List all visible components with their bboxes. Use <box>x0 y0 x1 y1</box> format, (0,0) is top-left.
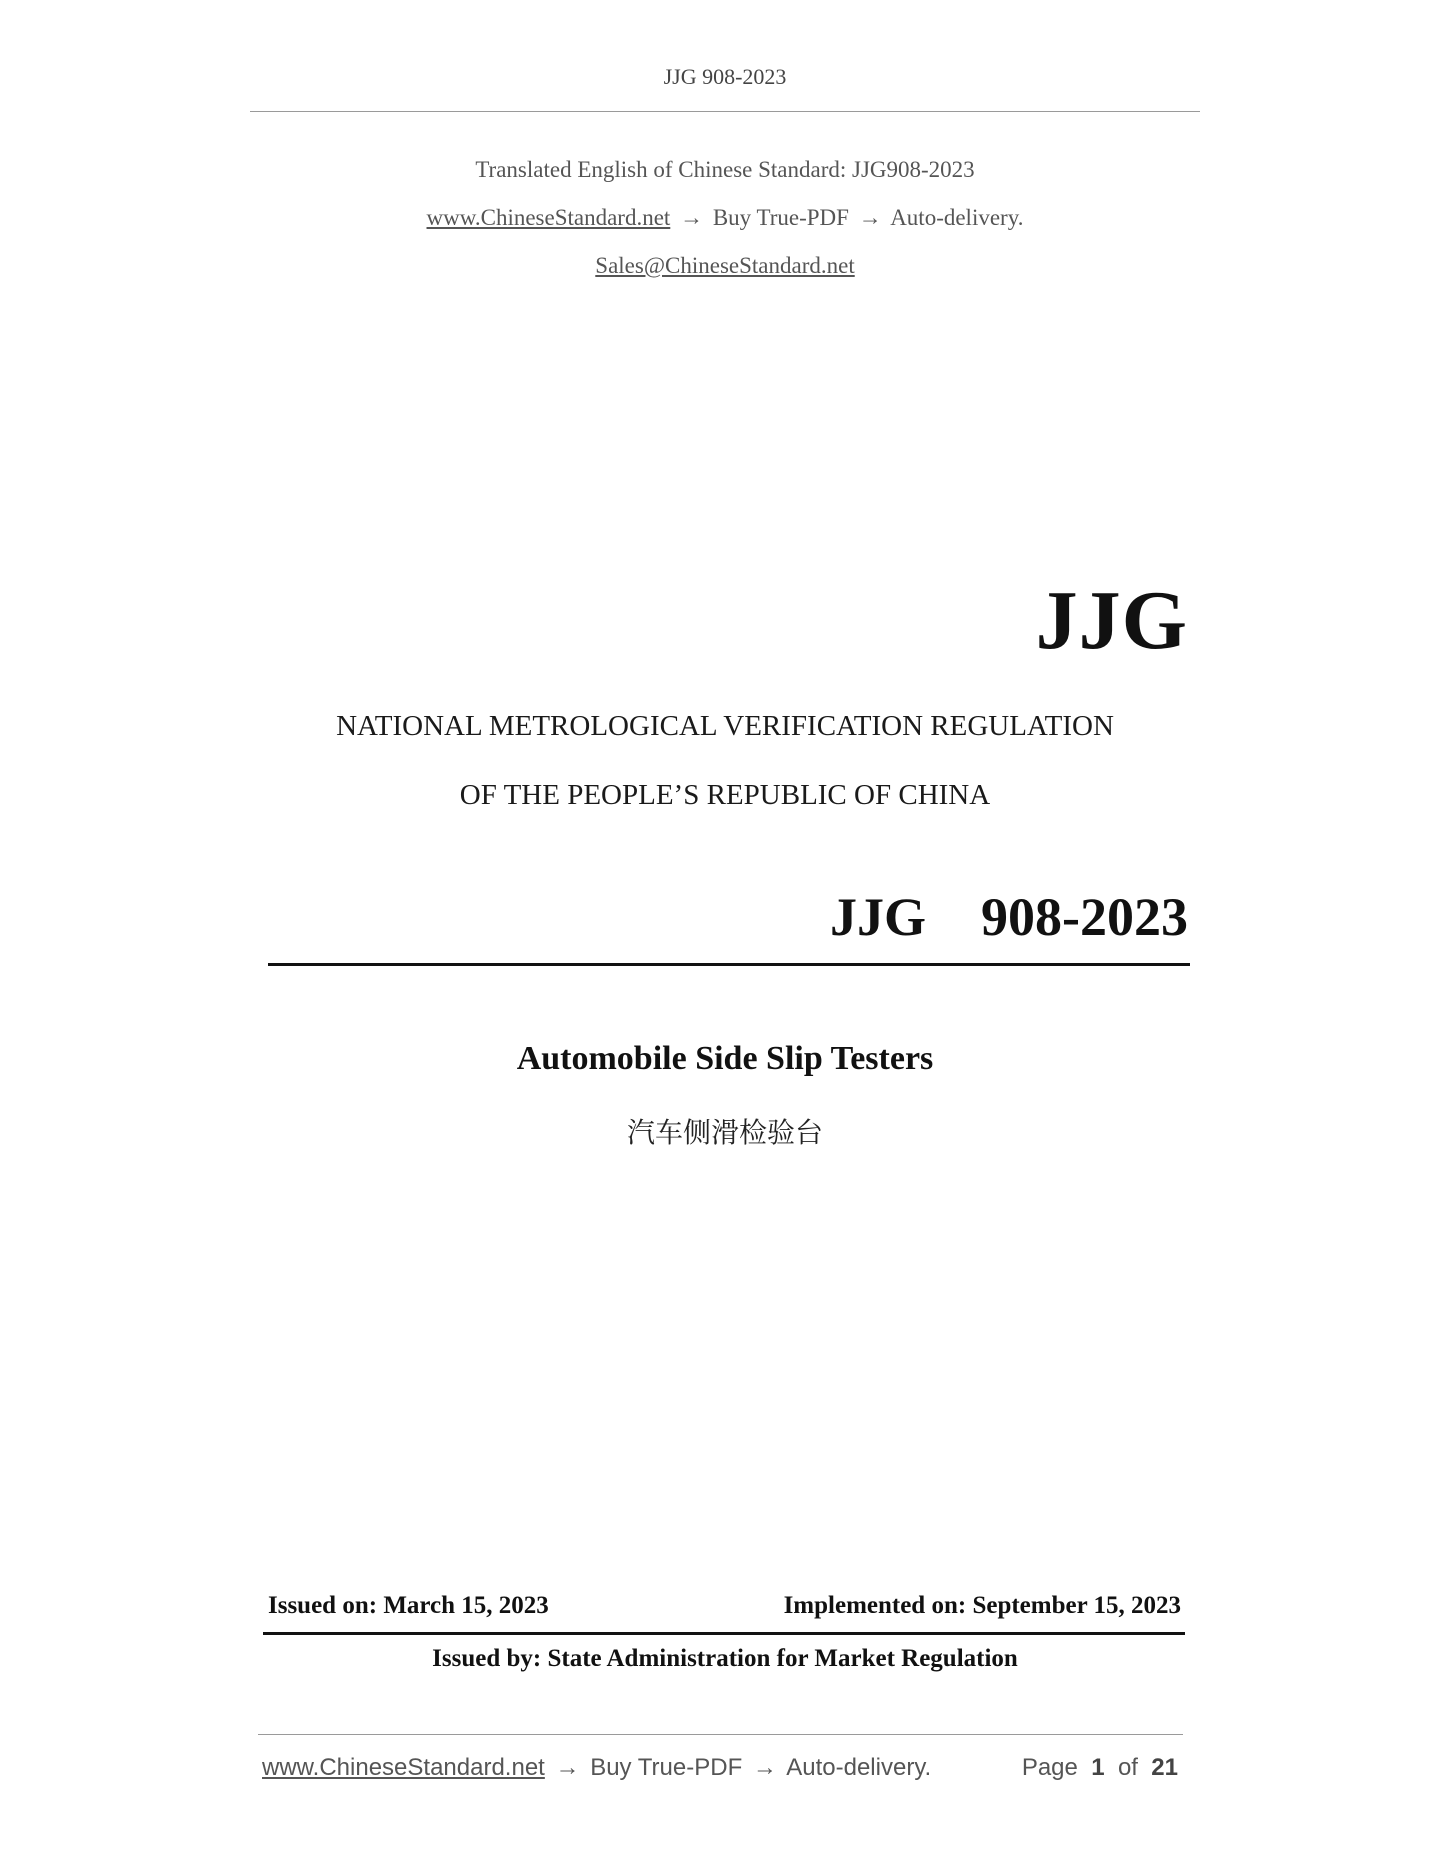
document-title-english: Automobile Side Slip Testers <box>516 1040 934 1077</box>
page-label: Page <box>1021 1754 1078 1781</box>
issuing-authority: Issued by: State Administration for Market Regulation <box>432 1645 1018 1672</box>
dates-rule <box>263 1632 1185 1635</box>
footer-buy-text: Buy True-PDF <box>590 1754 743 1781</box>
footer-divider <box>258 1734 1183 1735</box>
arrow-right-icon: → <box>752 1754 777 1781</box>
promo-line-email <box>250 253 1200 279</box>
implemented-date: Implemented on: September 15, 2023 <box>783 1592 1181 1619</box>
issued-date: Issued on: March 15, 2023 <box>268 1592 549 1619</box>
header-divider <box>250 111 1200 112</box>
arrow-right-icon: → <box>680 205 704 230</box>
site-link[interactable]: www.ChineseStandard.net <box>426 205 671 230</box>
page-of-label: of <box>1117 1754 1138 1781</box>
arrow-right-icon: → <box>555 1754 580 1781</box>
promo-line-links <box>250 205 1200 231</box>
buy-text: Buy True-PDF <box>712 205 849 230</box>
footer-links <box>262 1754 931 1782</box>
regulation-title-line2: OF THE PEOPLE’S REPUBLIC OF CHINA <box>459 779 991 811</box>
standard-number-rule <box>268 963 1190 966</box>
page-current: 1 <box>1091 1754 1105 1781</box>
footer-delivery-text: Auto-delivery. <box>786 1754 932 1781</box>
running-header: JJG 908-2023 <box>663 64 787 89</box>
arrow-right-icon: → <box>858 205 882 230</box>
page-total: 21 <box>1151 1754 1178 1781</box>
standard-number: JJG 908-2023 <box>830 887 1188 947</box>
delivery-text: Auto-delivery. <box>890 205 1024 230</box>
footer-site-link[interactable]: www.ChineseStandard.net <box>262 1754 545 1781</box>
email-link[interactable]: Sales@ChineseStandard.net <box>595 253 855 278</box>
document-title-chinese: 汽车侧滑检验台 <box>626 1116 823 1149</box>
standard-code-logo: JJG <box>1035 574 1188 667</box>
regulation-title-line1: NATIONAL METROLOGICAL VERIFICATION REGULATION <box>336 710 1114 742</box>
page-indicator <box>1022 1754 1178 1782</box>
promo-line-translation: Translated English of Chinese Standard: JJG908-2023 <box>475 157 975 182</box>
